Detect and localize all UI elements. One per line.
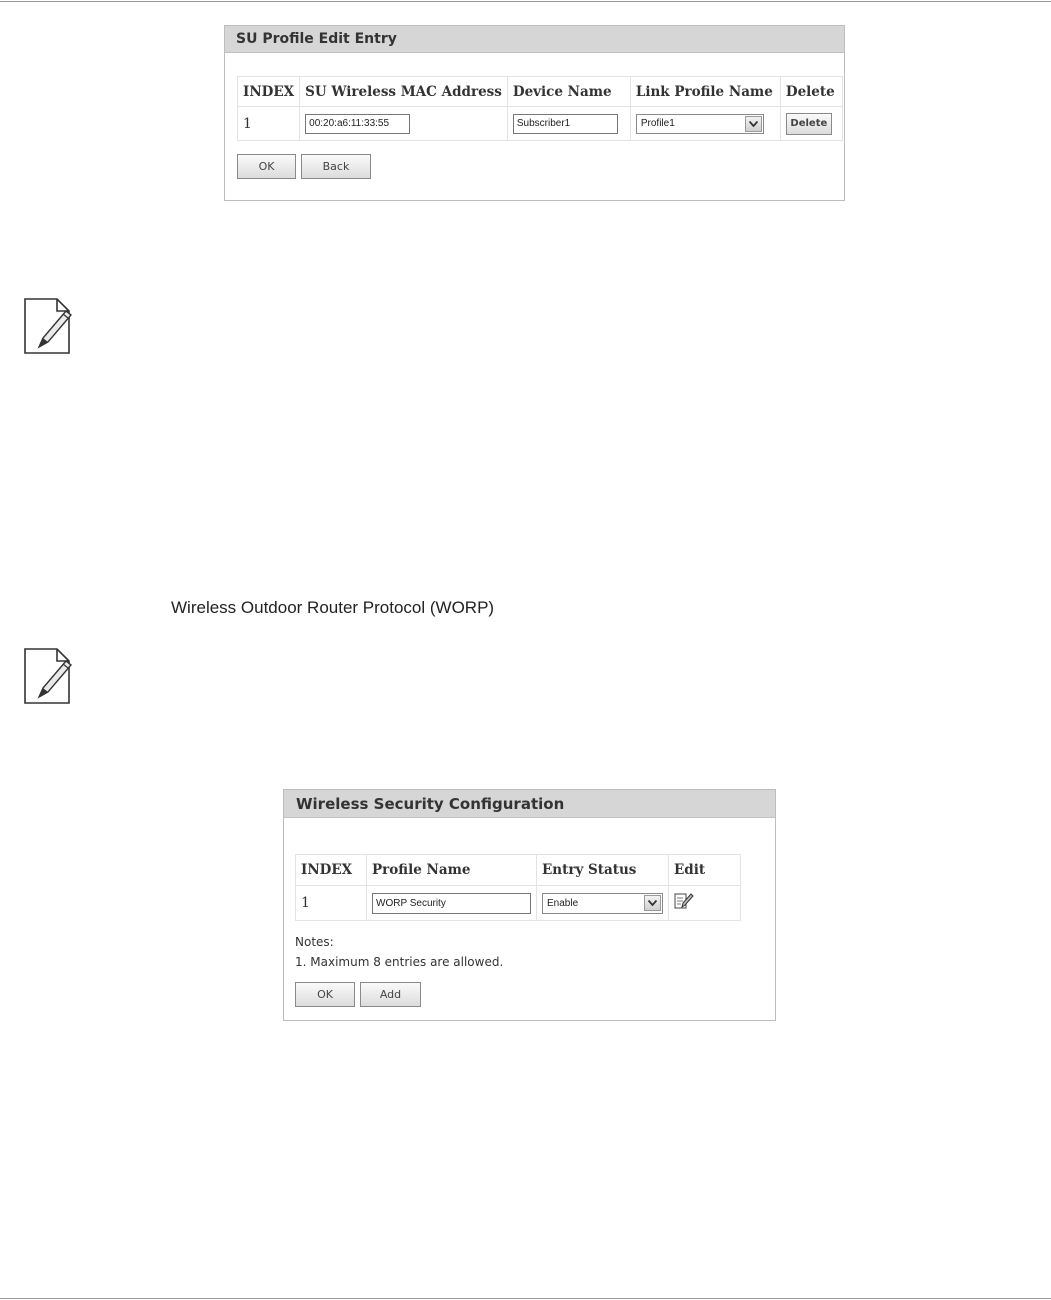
- link-profile-value: Profile1: [640, 118, 675, 129]
- note-pencil-icon: [23, 297, 73, 355]
- table-row: [296, 886, 741, 921]
- col-profile-name: Profile Name: [367, 855, 537, 886]
- row-index: 1: [296, 886, 367, 921]
- col-index: INDEX: [296, 855, 367, 886]
- link-profile-select[interactable]: [636, 114, 764, 134]
- notes-line: 1. Maximum 8 entries are allowed.: [295, 955, 504, 969]
- chevron-down-icon: [745, 116, 762, 132]
- add-button[interactable]: Add: [360, 982, 421, 1007]
- profile-name-input[interactable]: WORP Security: [372, 893, 531, 914]
- entry-status-value: Enable: [547, 897, 579, 909]
- su-profile-table: [237, 76, 843, 141]
- col-device-name: Device Name: [507, 77, 630, 107]
- col-edit: Edit: [669, 855, 741, 886]
- chevron-down-icon: [644, 895, 661, 911]
- wireless-security-table: [295, 854, 741, 921]
- top-rule: [0, 1, 1051, 2]
- col-mac: SU Wireless MAC Address: [300, 77, 508, 107]
- table-header-row: [296, 855, 741, 886]
- bottom-rule: [0, 1298, 1051, 1299]
- profile-name-cell: [367, 886, 537, 921]
- panel-title: Wireless Security Configuration: [284, 790, 775, 818]
- notes-heading: Notes:: [295, 935, 334, 949]
- link-profile-cell: [630, 107, 780, 141]
- wireless-security-panel: [283, 789, 776, 1021]
- notes: [295, 932, 503, 972]
- table-row: [238, 107, 843, 141]
- device-name-cell: [507, 107, 630, 141]
- ok-button[interactable]: OK: [295, 982, 355, 1007]
- entry-status-cell: [537, 886, 669, 921]
- col-entry-status: Entry Status: [537, 855, 669, 886]
- row-index: 1: [238, 107, 300, 141]
- panel-title: SU Profile Edit Entry: [225, 26, 844, 53]
- device-name-input[interactable]: Subscriber1: [513, 114, 618, 134]
- delete-button[interactable]: Delete: [786, 113, 832, 135]
- edit-cell: [669, 886, 741, 921]
- mac-cell: [300, 107, 508, 141]
- worp-text: Wireless Outdoor Router Protocol (WORP): [171, 598, 495, 617]
- col-index: INDEX: [238, 77, 300, 107]
- col-link-profile: Link Profile Name: [630, 77, 780, 107]
- ok-button[interactable]: OK: [237, 154, 296, 179]
- entry-status-select[interactable]: [542, 893, 663, 914]
- mac-address-input[interactable]: 00:20:a6:11:33:55: [305, 114, 410, 134]
- edit-icon[interactable]: [674, 892, 694, 914]
- col-delete: Delete: [780, 77, 842, 107]
- su-profile-panel: [224, 25, 845, 201]
- back-button[interactable]: Back: [301, 154, 371, 179]
- note-pencil-icon: [23, 647, 73, 705]
- table-header-row: [238, 77, 843, 107]
- delete-cell: [780, 107, 842, 141]
